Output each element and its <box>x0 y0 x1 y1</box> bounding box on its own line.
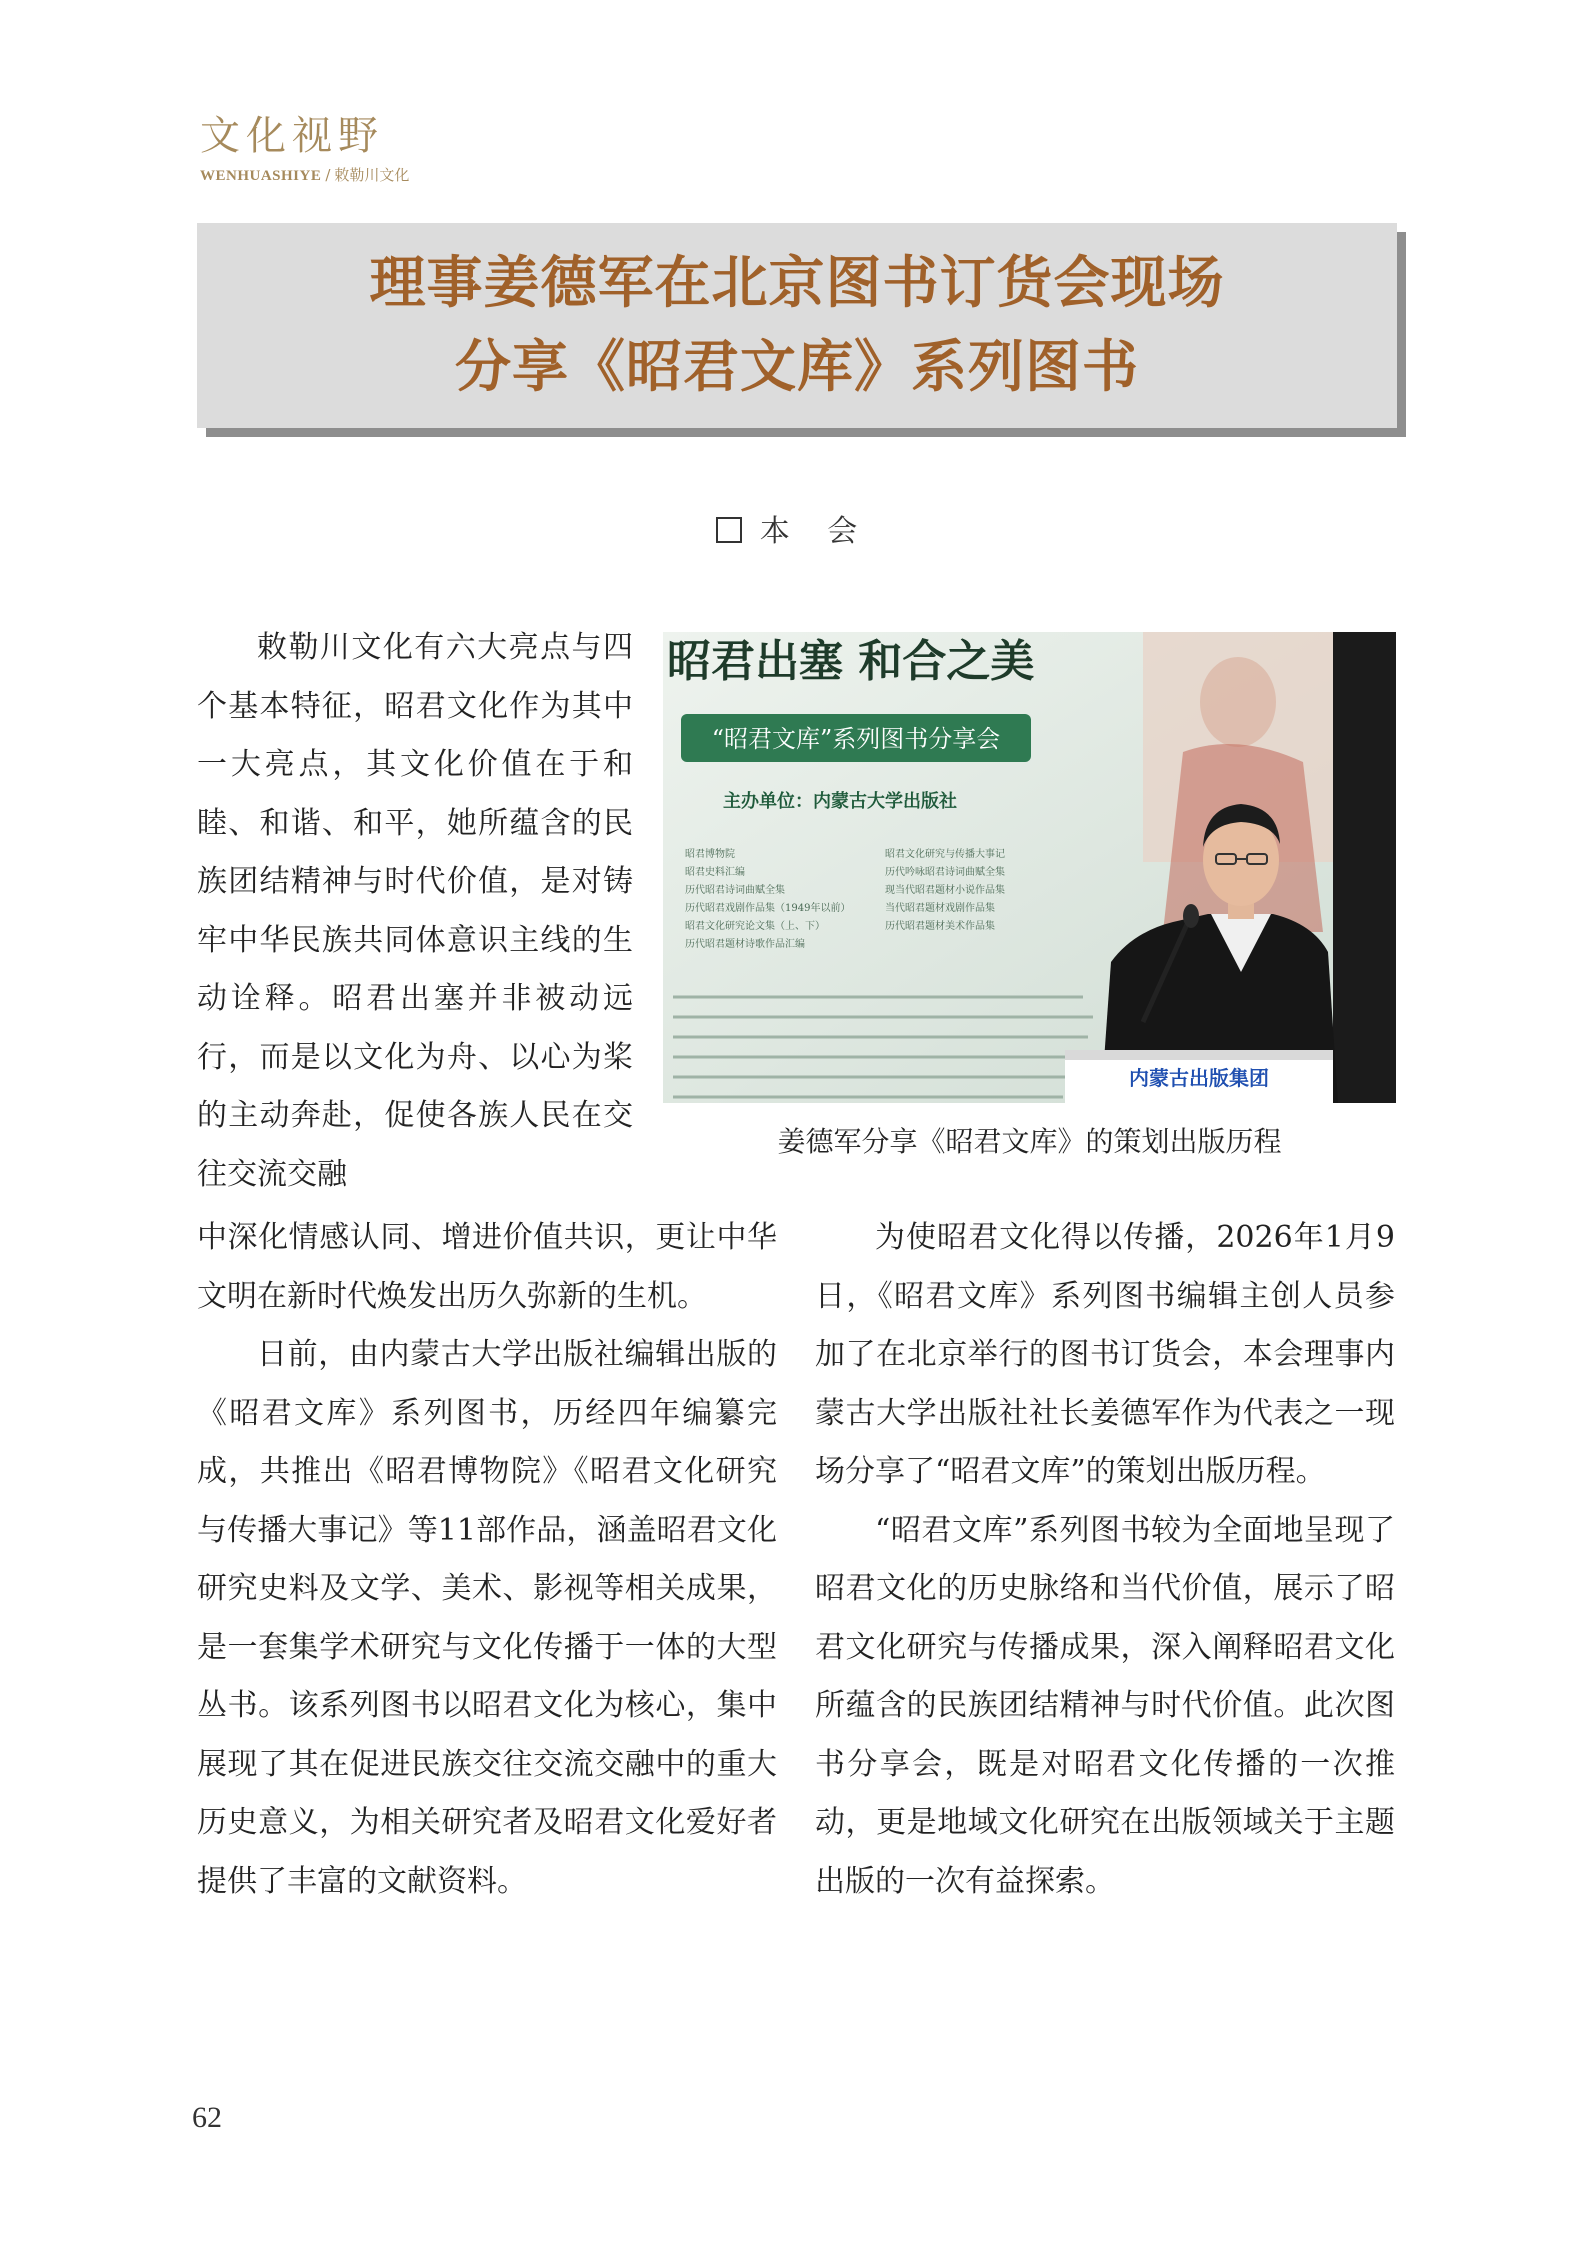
intro-text-block <box>197 619 633 1204</box>
section-title: 文化视野 <box>200 113 384 159</box>
photo-caption: 姜德军分享《昭君文库》的策划出版历程 <box>777 1125 1282 1158</box>
banner-subtitle: “昭君文库”系列图书分享会 <box>711 725 1001 753</box>
section-latin: WENHUASHIYE <box>200 168 322 184</box>
section-header <box>200 112 409 185</box>
page-number: 62 <box>192 2101 222 2134</box>
banner-host: 主办单位：内蒙古大学出版社 <box>723 791 957 812</box>
book-left-4: 历代昭君戏剧作品集（1949年以前） <box>685 903 851 914</box>
book-right-4: 当代昭君题材戏剧作品集 <box>885 903 995 914</box>
byline-box-icon <box>716 517 742 543</box>
book-left-2: 昭君史料汇编 <box>685 867 745 878</box>
photo-illustration <box>663 632 1396 1103</box>
intro-paragraph: 敕勒川文化有六大亮点与四个基本特征，昭君文化作为其中一大亮点，其文化价值在于和睦、和谐、和平，她所蕴含的民族团结精神与时代价值，是对铸牢中华民族共同体意识主线的生动诠释。昭君出塞并非被动远行，而是以文化为舟、以心为桨的主动奔赴，促使各族人民在交往交流交融 <box>197 630 633 1192</box>
book-right-3: 现当代昭君题材小说作品集 <box>885 885 1005 896</box>
book-right-2: 历代吟咏昭君诗词曲赋全集 <box>885 867 1005 878</box>
book-left-5: 昭君文化研究论文集（上、下） <box>685 921 825 932</box>
dark-edge <box>1333 632 1396 1103</box>
right-column <box>815 1209 1395 1911</box>
banner-heading: 昭君出塞 和合之美 <box>667 636 1035 687</box>
left-column <box>197 1209 777 1911</box>
intro-continuation: 中深化情感认同、增进价值共识，更让中华文明在新时代焕发出历久弥新的生机。 <box>197 1220 777 1314</box>
section-slash: / <box>325 166 331 184</box>
paragraph-3: 为使昭君文化得以传播，2026年1月9日，《昭君文库》系列图书编辑主创人员参加了在北京举行的图书订货会，本会理事内蒙古大学出版社社长姜德军作为代表之一现场分享了“昭君文库”的策划出版历程。 <box>815 1220 1395 1489</box>
book-left-3: 历代昭君诗词曲赋全集 <box>685 885 785 896</box>
section-subtitle <box>200 166 409 185</box>
byline <box>0 512 1587 552</box>
article-title-line-2: 分享《昭君文库》系列图书 <box>455 334 1139 400</box>
painting-face <box>1200 657 1276 747</box>
book-right-1: 昭君文化研究与传播大事记 <box>885 849 1005 860</box>
microphone-icon <box>1183 904 1199 928</box>
book-left-1: 昭君博物院 <box>685 849 735 860</box>
paragraph-2: 日前，由内蒙古大学出版社编辑出版的《昭君文库》系列图书，历经四年编纂完成，共推出《昭君博物院》《昭君文化研究与传播大事记》等11部作品，涵盖昭君文化研究史料及文学、美术、影视等相关成果，是一套集学术研究与文化传播于一体的大型丛书。该系列图书以昭君文化为核心，集中展现了其在促进民族交往交流交融中的重大历史意义，为相关研究者及昭君文化爱好者提供了丰富的文献资料。 <box>197 1337 777 1899</box>
article-photo <box>663 632 1396 1103</box>
paragraph-4: “昭君文库”系列图书较为全面地呈现了昭君文化的历史脉络和当代价值，展示了昭君文化研究与传播成果，深入阐释昭君文化所蕴含的民族团结精神与时代价值。此次图书分享会，既是对昭君文化传播的一次推动，更是地域文化研究在出版领域关于主题出版的一次有益探索。 <box>815 1512 1395 1899</box>
byline-author: 本 会 <box>759 514 872 549</box>
podium-text: 内蒙古出版集团 <box>1129 1066 1269 1090</box>
section-sub-label: 敕勒川文化 <box>334 166 410 184</box>
book-right-5: 历代昭君题材美术作品集 <box>885 921 995 932</box>
article-title-line-1: 理事姜德军在北京图书订货会现场 <box>369 250 1225 316</box>
article-title-box <box>197 223 1397 428</box>
book-left-6: 历代昭君题材诗歌作品汇编 <box>685 939 805 950</box>
